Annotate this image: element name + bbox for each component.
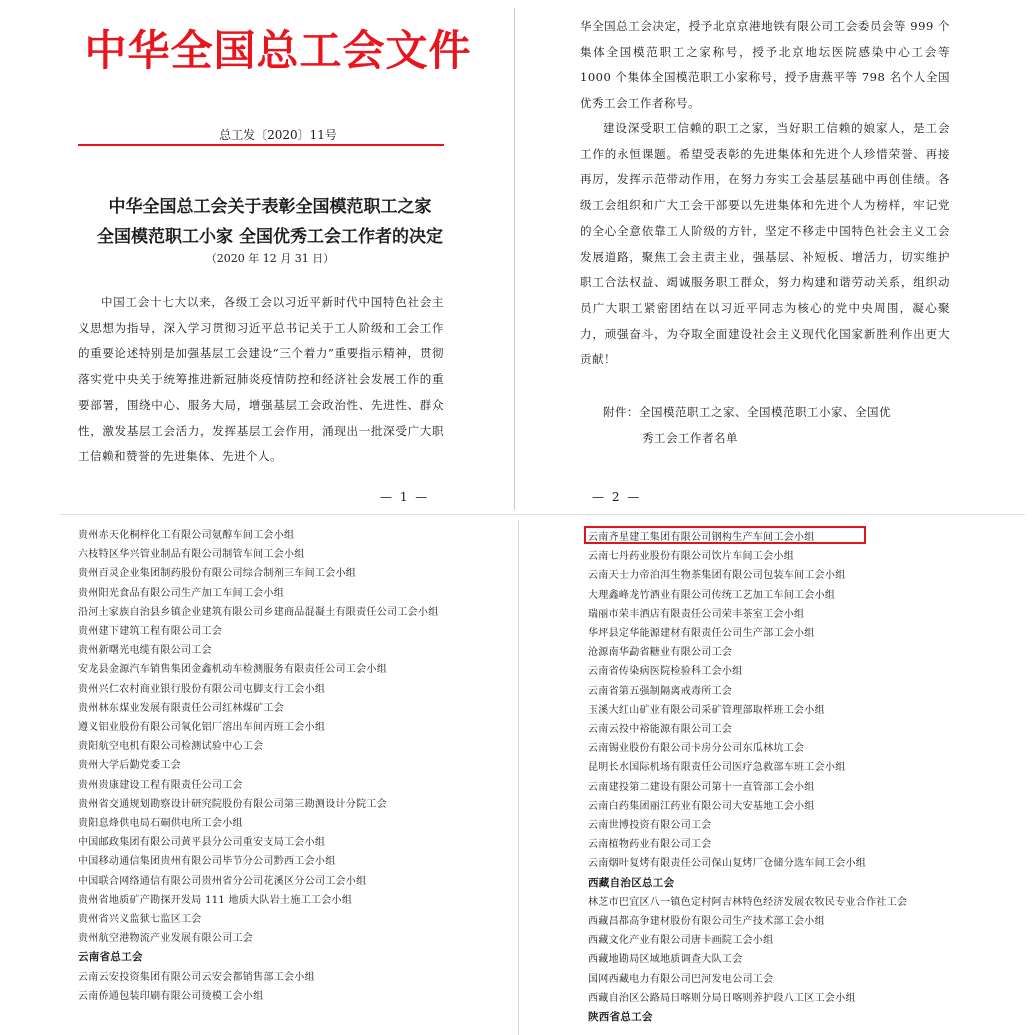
document-header: 中华全国总工会文件 <box>84 26 472 75</box>
list-item: 贵州省地质矿产勘探开发局 111 地质大队岩土施工工会小组 <box>78 894 353 906</box>
list-item: 贵州林东煤业发展有限责任公司红林煤矿工会 <box>78 702 284 714</box>
list-item: 云南省传染病医院检验科工会小组 <box>588 666 743 678</box>
decision-title-line-1: 中华全国总工会关于表彰全国模范职工之家 <box>108 197 432 217</box>
list-item: 沿河土家族自治县乡镇企业建筑有限公司乡建商品混凝土有限责任公司工会小组 <box>78 606 439 618</box>
list-item: 沧源南华勐省糖业有限公司工会 <box>588 647 733 659</box>
award-list-left <box>60 520 515 1035</box>
list-item: 西藏地勘局区域地质调查大队工会 <box>588 954 743 966</box>
decision-title <box>70 192 470 252</box>
attachment-line-2: 秀工会工作者名单 <box>642 430 738 445</box>
award-list-right <box>522 520 1027 1035</box>
award-list-left-items <box>78 526 508 1006</box>
list-item: 云南侨通包装印刷有限公司烫模工会小组 <box>78 990 264 1002</box>
list-item: 云南省第五强制隔离戒毒所工会 <box>588 685 733 697</box>
list-item: 西藏昌都高争建材股份有限公司生产技术部工会小组 <box>588 916 825 928</box>
list-item: 云南锡业股份有限公司卡房分公司东瓜林坑工会 <box>588 743 805 755</box>
list-item: 西藏文化产业有限公司唐卡画院工会小组 <box>588 935 774 947</box>
list-item: 玉溪大红山矿业有限公司采矿管理部取样班工会小组 <box>588 704 825 716</box>
list-item: 林芝市巴宜区八一镇色定村阿吉林特色经济发展农牧民专业合作社工会 <box>588 896 908 908</box>
list-item: 云南世博投资有限公司工会 <box>588 820 712 832</box>
list-item: 遵义铝业股份有限公司氧化铝厂溶出车间丙班工会小组 <box>78 722 326 734</box>
list-item: 贵州省交通规划勘察设计研究院股份有限公司第三勘测设计分院工会 <box>78 798 387 810</box>
list-item: 中国移动通信集团贵州有限公司毕节分公司黔西工会小组 <box>78 856 336 868</box>
page-1-body: 中国工会十七大以来，各级工会以习近平新时代中国特色社会主义思想为指导，深入学习贯彻习近平总书记关于工人阶级和工会工作的重要论述特别是加强基层工会建设“三个着力”重要指示精神，贯彻落实党中央关于统筹推进新冠肺炎疫情防控和经济社会发展工作的重要部署，围绕中心、服务大局，增强基层工会政治性、先进性、群众性，激发基层工会活力，发挥基层工会作用，涌现出一批深受广大职工信赖和赞誉的先进集体、先进个人。 <box>78 295 444 464</box>
decision-title-line-2: 全国模范职工小家 全国优秀工会工作者的决定 <box>97 227 443 247</box>
list-item: 云南七丹药业股份有限公司饮片车间工会小组 <box>588 551 794 563</box>
list-item: 贵州新曙光电缆有限公司工会 <box>78 645 212 657</box>
list-item: 贵州百灵企业集团制药股份有限公司综合制剂三车间工会小组 <box>78 568 357 580</box>
list-item: 贵州航空港物流产业发展有限公司工会 <box>78 933 254 945</box>
list-section-heading: 西藏自治区总工会 <box>588 876 675 889</box>
decision-date: （2020 年 12 月 31 日） <box>205 252 335 265</box>
list-item: 贵州阳光食品有限公司生产加工车间工会小组 <box>78 587 284 599</box>
list-item: 大理鑫峰龙竹酒业有限公司传统工艺加工车间工会小组 <box>588 589 836 601</box>
list-item: 瑞丽市荣丰酒店有限责任公司荣丰茶室工会小组 <box>588 608 805 620</box>
document-page-1 <box>60 0 510 512</box>
page-number-2: — 2 — <box>592 490 642 504</box>
list-item: 安龙县金源汽车销售集团金鑫机动车检测服务有限责任公司工会小组 <box>78 664 387 676</box>
list-section-heading: 陕西省总工会 <box>588 1011 653 1024</box>
list-item: 国网西藏电力有限公司巴河发电公司工会 <box>588 973 774 985</box>
page-divider-vertical <box>514 8 515 510</box>
list-section-heading: 云南省总工会 <box>78 951 143 964</box>
list-item: 贵州赤天化桐梓化工有限公司氨醇车间工会小组 <box>78 530 295 541</box>
document-page-2 <box>520 0 1025 512</box>
list-item: 西藏自治区公路局日喀则分局日喀则养护段八工区工会小组 <box>588 992 856 1004</box>
page-2-body-1: 华全国总工会决定，授予北京京港地铁有限公司工会委员会等 999 个集体全国模范职工之家称号，授予北京地坛医院感染中心工会等 1000 个集体全国模范职工小家称号，授予唐燕平等 798 名个人全国优秀工会工作者称号。 <box>580 19 950 111</box>
list-item: 中国联合网络通信有限公司贵州省分公司花溪区分公司工会小组 <box>78 875 367 887</box>
list-item: 云南云投中裕能源有限公司工会 <box>588 724 733 736</box>
page-number-1: — 1 — <box>380 490 430 504</box>
header-red-rule <box>78 144 444 146</box>
attachment-line-1: 附件：全国模范职工之家、全国模范职工小家、全国优 <box>603 405 891 419</box>
page-2-body-2: 建设深受职工信赖的职工之家，当好职工信赖的娘家人，是工会工作的永恒课题。希望受表彰的先进集体和先进个人珍惜荣誉、再接再厉，发挥示范带动作用，在努力夯实工会基层基础中再创佳绩。各级工会组织和广大工会干部要以先进集体和先进个人为榜样，牢记党的全心全意依靠工人阶级的方针，坚定不移走中国特色社会主义工会发展道路，聚焦工会主责主业，强基层、补短板、增活力，切实维护职工合法权益、竭诚服务职工群众，努力构建和谐劳动关系，组织动员广大职工紧密团结在以习近平同志为核心的党中央周围，凝心聚力，顽强奋斗，为夺取全面建设社会主义现代化国家新胜利作出更大贡献！ <box>580 121 950 367</box>
list-item: 云南天士力帝泊洱生物茶集团有限公司包装车间工会小组 <box>588 570 846 582</box>
list-item: 云南白药集团丽江药业有限公司大安基地工会小组 <box>588 800 815 812</box>
list-item: 贵州兴仁农村商业银行股份有限公司屯脚支行工会小组 <box>78 683 326 695</box>
list-item: 云南烟叶复烤有限责任公司保山复烤厂仓储分选车间工会小组 <box>588 858 867 870</box>
list-item: 贵阳航空电机有限公司检测试验中心工会 <box>78 741 264 753</box>
list-item: 贵阳息烽供电局石硐供电所工会小组 <box>78 818 243 830</box>
list-item: 昆明长水国际机场有限责任公司医疗急救部车班工会小组 <box>588 762 846 774</box>
award-list-right-items <box>588 528 1018 1027</box>
list-item: 贵州省兴义监狱七监区工会 <box>78 914 202 926</box>
list-item: 贵州大学后勤党委工会 <box>78 760 181 772</box>
list-divider-vertical <box>518 520 519 1035</box>
list-item: 贵州建下建筑工程有限公司工会 <box>78 626 223 638</box>
list-item: 云南齐星建工集团有限公司钢构生产车间工会小组 <box>588 532 815 543</box>
page-divider-horizontal <box>60 514 1025 515</box>
list-item: 六枝特区华兴管业制品有限公司制管车间工会小组 <box>78 549 305 561</box>
list-item: 中国邮政集团有限公司黄平县分公司重安支局工会小组 <box>78 837 326 849</box>
list-item: 贵州贵康建设工程有限责任公司工会 <box>78 779 243 791</box>
list-item: 云南建投第二建设有限公司第十一直管部工会小组 <box>588 781 815 793</box>
list-item: 华坪县定华能源建材有限责任公司生产部工会小组 <box>588 628 815 640</box>
list-item: 云南云安投资集团有限公司云安会都销售部工会小组 <box>78 971 315 983</box>
document-number: 总工发〔2020〕11号 <box>219 128 337 142</box>
attachment-note <box>580 400 950 451</box>
list-item: 云南植物药业有限公司工会 <box>588 839 712 851</box>
